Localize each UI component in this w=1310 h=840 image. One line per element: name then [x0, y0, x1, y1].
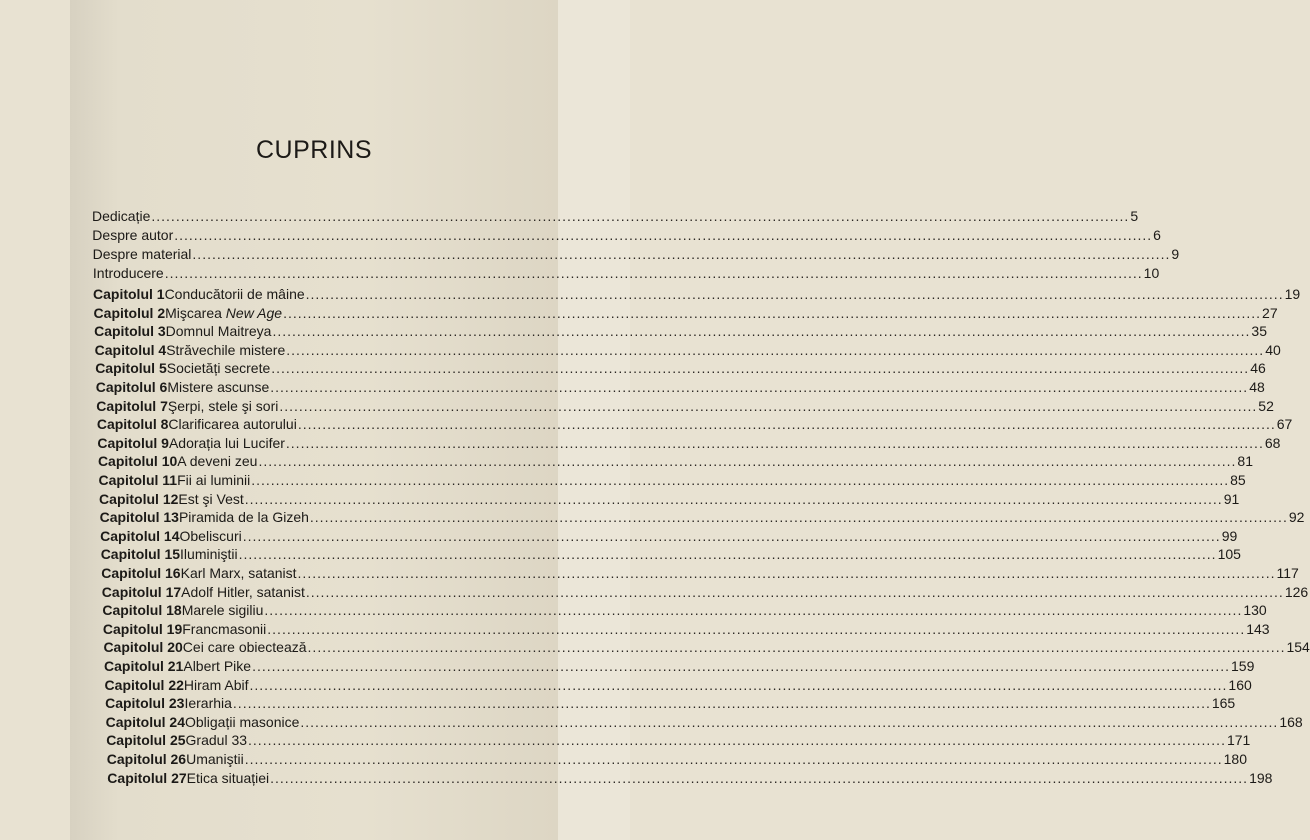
dot-leader: ........................................................................................................................................................................................................ — [252, 658, 1230, 674]
dot-leader: ........................................................................................................................................................................................................ — [174, 227, 1153, 243]
dot-leader: ........................................................................................................................................................................................................ — [270, 379, 1249, 395]
dot-leader: ........................................................................................................................................................................................................ — [264, 602, 1243, 619]
dot-leader: ........................................................................................................................................................................................................ — [297, 565, 1276, 581]
toc-row-chapter — [101, 583, 1309, 601]
chapter-number: Capitolul 25 — [106, 732, 186, 749]
dot-leader: ........................................................................................................................................................................................................ — [307, 639, 1286, 656]
chapter-title: Obeliscuri — [179, 527, 242, 544]
chapter-title: Conducătorii de mâine — [164, 286, 305, 302]
toc-entry-label: Despre autor — [92, 227, 174, 243]
chapter-title: Piramida de la Gizeh — [178, 509, 309, 526]
toc-page-number: 198 — [1249, 769, 1273, 786]
dot-leader: ........................................................................................................................................................................................................ — [270, 769, 1249, 786]
toc-page-number: 81 — [1237, 453, 1253, 470]
dot-leader: ........................................................................................................................................................................................................ — [232, 695, 1211, 712]
chapter-title: A deveni zeu — [177, 453, 258, 470]
chapter-number: Capitolul 12 — [99, 490, 179, 507]
toc-row-chapter — [95, 378, 1265, 396]
dot-leader: ........................................................................................................................................................................................................ — [305, 583, 1284, 600]
dot-leader: ........................................................................................................................................................................................................ — [272, 323, 1251, 340]
toc-page-number: 68 — [1264, 434, 1281, 451]
toc-row-chapter — [94, 322, 1267, 340]
chapter-number: Capitolul 9 — [97, 434, 169, 451]
chapter-number: Capitolul 16 — [101, 565, 181, 581]
toc-row-chapter — [104, 676, 1252, 694]
toc-page-number: 48 — [1249, 379, 1265, 395]
toc-page-number: 40 — [1265, 341, 1281, 358]
toc-page-number: 52 — [1258, 397, 1274, 414]
chapter-number: Capitolul 5 — [95, 360, 167, 377]
toc-entry-label: Dedicație — [92, 208, 151, 224]
toc-row-chapter — [99, 490, 1240, 508]
toc-row-chapter — [96, 397, 1274, 415]
toc-row-front-matter — [92, 245, 1180, 263]
toc-page-number: 126 — [1284, 583, 1309, 600]
dot-leader: ........................................................................................................................................................................................................ — [258, 453, 1237, 470]
chapter-number: Capitolul 8 — [96, 416, 169, 433]
toc-row-chapter — [106, 750, 1247, 768]
chapter-number: Capitolul 17 — [101, 583, 182, 600]
toc-row-chapter — [95, 359, 1266, 377]
chapter-title: Hiram Abif — [183, 676, 249, 693]
toc-row-chapter — [102, 601, 1267, 619]
dot-leader: ........................................................................................................................................................................................................ — [248, 732, 1226, 749]
chapter-number: Capitolul 4 — [94, 341, 167, 358]
chapter-title: Ierarhia — [184, 695, 232, 712]
toc-entry-label: Introducere — [92, 265, 164, 281]
chapter-title: Mistere ascunse — [167, 379, 270, 395]
toc-entry-label: Despre material — [92, 246, 192, 262]
toc-row-chapter — [93, 304, 1278, 322]
toc-page-number: 159 — [1231, 658, 1255, 674]
chapter-number: Capitolul 7 — [96, 397, 168, 414]
chapter-title: Albert Pike — [183, 658, 252, 674]
toc-row-chapter — [93, 285, 1301, 303]
toc-row-chapter — [97, 434, 1281, 452]
toc-page-number: 130 — [1243, 602, 1267, 619]
chapter-title: Adolf Hitler, satanist — [181, 583, 305, 600]
toc-page-number: 117 — [1276, 565, 1299, 581]
chapter-title: Etica situației — [186, 769, 270, 786]
toc-page-number: 67 — [1276, 416, 1293, 433]
toc-page-number: 9 — [1171, 246, 1180, 262]
chapter-number: Capitolul 23 — [105, 695, 185, 712]
toc-row-chapter — [98, 471, 1246, 489]
dot-leader: ........................................................................................................................................................................................................ — [286, 341, 1265, 358]
toc-page-number: 160 — [1228, 676, 1252, 693]
toc-page-number: 10 — [1143, 265, 1160, 281]
chapter-number: Capitolul 14 — [100, 527, 180, 544]
chapter-number: Capitolul 26 — [106, 751, 187, 767]
chapter-number: Capitolul 10 — [97, 453, 178, 470]
chapter-number: Capitolul 13 — [99, 509, 179, 526]
toc-row-chapter — [99, 508, 1305, 526]
chapter-title: Adorația lui Lucifer — [168, 434, 285, 451]
dot-leader: ........................................................................................................................................................................................................ — [271, 360, 1250, 377]
chapter-title: Cei care obiectează — [182, 639, 307, 656]
chapter-title: Străvechile mistere — [166, 341, 286, 358]
chapter-title: Umaniştii — [186, 751, 244, 767]
chapter-title: Marele sigiliu — [181, 602, 264, 619]
toc-row-chapter — [100, 527, 1238, 545]
toc-row-chapter — [105, 694, 1236, 712]
chapter-number: Capitolul 21 — [104, 658, 184, 674]
chapter-title: Şerpi, stele şi sori — [167, 397, 279, 414]
chapter-number: Capitolul 19 — [102, 620, 183, 637]
chapter-title: Est şi Vest — [178, 490, 244, 507]
toc-page-number: 105 — [1217, 546, 1241, 563]
toc-page-number: 165 — [1211, 695, 1236, 712]
toc-row-chapter — [97, 452, 1253, 470]
page-title: CUPRINS — [255, 136, 372, 164]
chapter-number: Capitolul 2 — [93, 304, 166, 321]
toc-row-front-matter — [92, 207, 1139, 225]
toc-page-number: 99 — [1221, 527, 1238, 544]
dot-leader: ........................................................................................................................................................................................................ — [244, 490, 1223, 507]
dot-leader: ........................................................................................................................................................................................................ — [242, 527, 1221, 544]
toc-page-number: 5 — [1130, 208, 1139, 224]
dot-leader: ........................................................................................................................................................................................................ — [267, 620, 1246, 637]
toc-page-number: 35 — [1251, 323, 1267, 340]
chapter-number: Capitolul 27 — [107, 769, 187, 786]
toc-page-number: 19 — [1284, 286, 1301, 302]
dot-leader: ........................................................................................................................................................................................................ — [238, 546, 1217, 563]
chapter-title-italic: New Age — [225, 304, 283, 321]
dot-leader: ........................................................................................................................................................................................................ — [249, 676, 1228, 693]
chapter-number: Capitolul 15 — [100, 546, 181, 563]
chapter-title: Domnul Maitreya — [165, 323, 272, 340]
toc-row-chapter — [107, 769, 1273, 787]
chapter-title: Mişcarea New Age — [165, 304, 283, 321]
toc-page-number: 180 — [1223, 751, 1247, 767]
chapter-number: Capitolul 22 — [104, 676, 184, 693]
toc-row-front-matter — [92, 226, 1161, 244]
toc-page-number: 91 — [1223, 490, 1240, 507]
dot-leader: ........................................................................................................................................................................................................ — [300, 713, 1279, 730]
dot-leader: ........................................................................................................................................................................................................ — [251, 472, 1230, 488]
toc-page-number: 46 — [1250, 360, 1266, 377]
chapter-title: Francmasonii — [182, 620, 267, 637]
toc-page-number: 6 — [1153, 227, 1161, 243]
chapter-number: Capitolul 11 — [98, 472, 178, 488]
toc-row-chapter — [100, 545, 1241, 563]
toc-page-number: 92 — [1288, 509, 1305, 526]
chapter-number: Capitolul 18 — [102, 602, 182, 619]
chapter-title: Fii ai luminii — [177, 472, 251, 488]
dot-leader: ........................................................................................................................................................................................................ — [305, 286, 1284, 302]
chapter-title: Societăți secrete — [166, 360, 271, 377]
chapter-title: Clarificarea autorului — [168, 416, 297, 433]
toc-row-chapter — [102, 620, 1270, 638]
chapter-number: Capitolul 20 — [103, 639, 183, 656]
dot-leader: ........................................................................................................................................................................................................ — [244, 751, 1223, 767]
toc-page-number: 143 — [1246, 620, 1270, 637]
chapter-title: Obligații masonice — [185, 713, 300, 730]
toc-row-chapter — [105, 713, 1303, 731]
toc-page-number: 154 — [1286, 639, 1310, 656]
chapter-title: Gradul 33 — [185, 732, 248, 749]
toc-row-chapter — [94, 341, 1281, 359]
toc-row-chapter — [101, 564, 1299, 582]
toc-row-chapter — [104, 657, 1255, 675]
chapter-number: Capitolul 3 — [94, 323, 166, 340]
chapter-title: Karl Marx, satanist — [180, 565, 297, 581]
toc-row-chapter — [96, 415, 1293, 433]
toc-row-chapter — [103, 638, 1310, 656]
toc-page-number: 168 — [1279, 713, 1303, 730]
dot-leader: ........................................................................................................................................................................................................ — [164, 265, 1143, 281]
toc-page-number: 27 — [1262, 304, 1278, 321]
toc-row-front-matter — [92, 264, 1160, 282]
chapter-title: Iluminiştii — [180, 546, 238, 563]
dot-leader: ........................................................................................................................................................................................................ — [192, 246, 1171, 262]
dot-leader: ........................................................................................................................................................................................................ — [285, 434, 1264, 451]
toc-row-chapter — [106, 731, 1251, 749]
dot-leader: ........................................................................................................................................................................................................ — [297, 416, 1276, 433]
toc-page-number: 85 — [1230, 472, 1246, 488]
chapter-number: Capitolul 24 — [105, 713, 185, 730]
dot-leader: ........................................................................................................................................................................................................ — [151, 208, 1130, 224]
dot-leader: ........................................................................................................................................................................................................ — [279, 397, 1258, 414]
chapter-number: Capitolul 6 — [95, 379, 168, 395]
dot-leader: ........................................................................................................................................................................................................ — [283, 304, 1262, 321]
toc-page-number: 171 — [1226, 732, 1251, 749]
dot-leader: ........................................................................................................................................................................................................ — [309, 509, 1288, 526]
chapter-number: Capitolul 1 — [93, 286, 165, 302]
